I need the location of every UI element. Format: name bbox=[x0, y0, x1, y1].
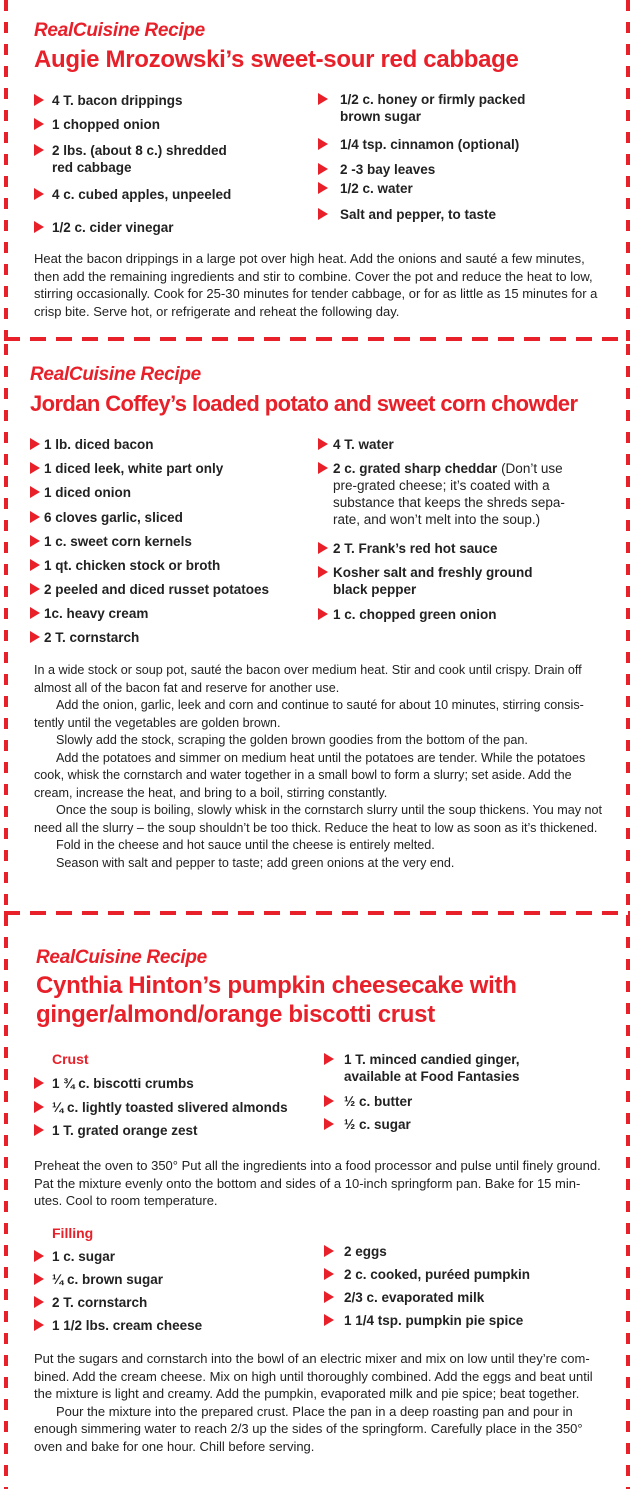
ingredient: 6 cloves garlic, sliced bbox=[30, 509, 300, 526]
ingredient: 1/4 tsp. cinnamon (optional) bbox=[318, 136, 578, 153]
ingredient: ½ c. sugar bbox=[324, 1116, 574, 1133]
bullet-arrow-icon bbox=[30, 631, 40, 643]
card-border-left bbox=[4, 915, 8, 1489]
bullet-arrow-icon bbox=[30, 511, 40, 523]
bullet-arrow-icon bbox=[318, 542, 328, 554]
bullet-arrow-icon bbox=[318, 566, 328, 578]
ingredient: 1 qt. chicken stock or broth bbox=[30, 557, 300, 574]
bullet-arrow-icon bbox=[318, 462, 328, 474]
ingredient: 1/2 c. cider vinegar bbox=[34, 219, 274, 236]
bullet-arrow-icon bbox=[34, 1101, 44, 1113]
ingredient: ½ c. butter bbox=[324, 1093, 574, 1110]
ingredient: 1c. heavy cream bbox=[30, 605, 300, 622]
recipe-card-chowder bbox=[0, 344, 634, 915]
ingredient: 1 diced leek, white part only bbox=[30, 460, 300, 477]
ingredient: 1 lb. diced bacon bbox=[30, 436, 300, 453]
bullet-arrow-icon bbox=[34, 144, 44, 156]
bullet-arrow-icon bbox=[30, 462, 40, 474]
ingredient: ¼ c. lightly toasted slivered almonds bbox=[34, 1099, 324, 1116]
ingredient: 1 ¾ c. biscotti crumbs bbox=[34, 1075, 314, 1092]
bullet-arrow-icon bbox=[324, 1118, 334, 1130]
bullet-arrow-icon bbox=[30, 438, 40, 450]
bullet-arrow-icon bbox=[318, 93, 328, 105]
bullet-arrow-icon bbox=[324, 1095, 334, 1107]
recipe-card-cheesecake bbox=[0, 915, 634, 1489]
bullet-arrow-icon bbox=[318, 208, 328, 220]
ingredient: 1 c. sugar bbox=[34, 1248, 304, 1265]
ingredient: 2 c. cooked, puréed pumpkin bbox=[324, 1266, 584, 1283]
ingredient-name: 2 c. grated sharp cheddar bbox=[333, 461, 498, 476]
ingredient: 1/2 c. honey or firmly packed brown sugar bbox=[318, 91, 558, 125]
bullet-arrow-icon bbox=[34, 1273, 44, 1285]
bullet-arrow-icon bbox=[30, 486, 40, 498]
bullet-arrow-icon bbox=[324, 1053, 334, 1065]
recipe-title: Cynthia Hinton’s pumpkin cheesecake with ginger/almond/orange biscotti crust bbox=[36, 972, 517, 1028]
card-divider bbox=[4, 337, 630, 341]
bullet-arrow-icon bbox=[34, 1124, 44, 1136]
card-border-right bbox=[626, 344, 630, 915]
card-border-right bbox=[626, 915, 630, 1489]
recipe-card-red-cabbage bbox=[0, 0, 634, 344]
ingredient: Kosher salt and freshly ground black pepper bbox=[318, 564, 558, 598]
ingredient: 1 c. sweet corn kernels bbox=[30, 533, 300, 550]
bullet-arrow-icon bbox=[318, 182, 328, 194]
bullet-arrow-icon bbox=[34, 1077, 44, 1089]
ingredient: 1/2 c. water bbox=[318, 180, 578, 197]
ingredient: 4 T. bacon drippings bbox=[34, 92, 274, 109]
recipe-instructions: In a wide stock or soup pot, sauté the bacon over medium heat. Stir and cook until crispy. Drain off almost all of the bacon fat and reserve for another use. Add the onion, garlic, leek and corn and continue to sauté for about 10 minutes, stirring consis-tently until the vegetables are golden brown. Slowly add the stock, scraping the golden brown goodies from the bottom of the pan. Add the potatoes and simmer on medium heat until the potatoes are tender. While the potatoes cook, whisk the cornstarch and water together in a small bowl to form a slurry; set aside. Add the cream, increase the heat, and bring to a boil, stirring constantly. Once the soup is boiling, slowly whisk in the cornstarch slurry until the soup thickens. You may not need all the slurry – the soup shouldn’t be too thick. Reduce the heat to low as soon as it’s thickened. Fold in the cheese and hot sauce until the cheese is entirely melted. Season with salt and pepper to taste; add green onions at the very end. bbox=[34, 663, 603, 870]
bullet-arrow-icon bbox=[30, 559, 40, 571]
bullet-arrow-icon bbox=[30, 607, 40, 619]
ingredient: 2 peeled and diced russet potatoes bbox=[30, 581, 310, 598]
crust-instructions: Preheat the oven to 350° Put all the ingredients into a food processor and pulse until finely ground. Pat the mixture evenly onto the bottom and sides of a 10-inch springform pan. Bake for 15 min-utes. Cool to room temperature. bbox=[34, 1158, 601, 1208]
ingredient: 2 T. cornstarch bbox=[34, 1294, 304, 1311]
ingredient: 1 c. chopped green onion bbox=[318, 606, 588, 623]
recipe-tag: RealCuisine Recipe bbox=[36, 947, 207, 968]
bullet-arrow-icon bbox=[318, 608, 328, 620]
ingredient: ¼ c. brown sugar bbox=[34, 1271, 304, 1288]
bullet-arrow-icon bbox=[34, 1250, 44, 1262]
bullet-arrow-icon bbox=[34, 188, 44, 200]
ingredient: 2/3 c. evaporated milk bbox=[324, 1289, 584, 1306]
card-border-right bbox=[626, 0, 630, 344]
recipe-tag: RealCuisine Recipe bbox=[30, 364, 201, 385]
ingredient: 2 -3 bay leaves bbox=[318, 161, 578, 178]
ingredient: 1 T. grated orange zest bbox=[34, 1122, 314, 1139]
bullet-arrow-icon bbox=[318, 438, 328, 450]
ingredient: 4 c. cubed apples, unpeeled bbox=[34, 186, 274, 203]
recipe-title: Jordan Coffey’s loaded potato and sweet corn chowder bbox=[30, 391, 578, 416]
bullet-arrow-icon bbox=[324, 1268, 334, 1280]
bullet-arrow-icon bbox=[318, 138, 328, 150]
ingredient: Salt and pepper, to taste bbox=[318, 206, 578, 223]
bullet-arrow-icon bbox=[324, 1291, 334, 1303]
ingredient: 2 eggs bbox=[324, 1243, 584, 1260]
ingredient: 2 T. cornstarch bbox=[30, 629, 300, 646]
bullet-arrow-icon bbox=[34, 94, 44, 106]
recipe-title: Augie Mrozowski’s sweet-sour red cabbage bbox=[34, 46, 519, 73]
bullet-arrow-icon bbox=[30, 583, 40, 595]
ingredient: 1 T. minced candied ginger, available at Food Fantasies bbox=[324, 1051, 574, 1085]
card-border-left bbox=[4, 0, 8, 344]
bullet-arrow-icon bbox=[324, 1245, 334, 1257]
ingredient: 2 T. Frank’s red hot sauce bbox=[318, 540, 588, 557]
bullet-arrow-icon bbox=[34, 118, 44, 130]
ingredient: 1 1/4 tsp. pumpkin pie spice bbox=[324, 1312, 584, 1329]
bullet-arrow-icon bbox=[318, 163, 328, 175]
recipe-instructions: Heat the bacon drippings in a large pot over high heat. Add the onions and sauté a few minutes, then add the remaining ingredients and stir to combine. Cover the pot and reduce the heat to low, stirring occasionally. Cook for 25-30 minutes for tender cabbage, or for as little as 15 minutes for a crisp bite. Serve hot, or refrigerate and reheat the following day. bbox=[34, 251, 598, 319]
bullet-arrow-icon bbox=[30, 535, 40, 547]
bullet-arrow-icon bbox=[34, 1319, 44, 1331]
ingredient: 1 1/2 lbs. cream cheese bbox=[34, 1317, 304, 1334]
recipe-tag: RealCuisine Recipe bbox=[34, 20, 205, 41]
bullet-arrow-icon bbox=[34, 1296, 44, 1308]
card-border-left bbox=[4, 344, 8, 915]
ingredient: 1 chopped onion bbox=[34, 116, 274, 133]
crust-label: Crust bbox=[52, 1051, 89, 1067]
filling-instructions: Put the sugars and cornstarch into the bowl of an electric mixer and mix on low until they’re com-bined. Add the cream cheese. Mix on high until thoroughly combined. Add the eggs and beat until the mixture is light and creamy. Add the pumpkin, evaporated milk and pie spice; beat together. Pour the mixture into the prepared crust. Place the pan in a deep roasting pan and pour in enough simmering water to reach 2/3 up the sides of the springform. Carefully place in the 350° oven and bake for one hour. Chill before serving. bbox=[34, 1351, 593, 1454]
ingredient: 1 diced onion bbox=[30, 484, 300, 501]
filling-label: Filling bbox=[52, 1225, 94, 1241]
ingredient: 4 T. water bbox=[318, 436, 588, 453]
bullet-arrow-icon bbox=[324, 1314, 334, 1326]
ingredient: 2 lbs. (about 8 c.) shredded red cabbage bbox=[34, 142, 234, 176]
ingredient-note: (Don’t use pre-grated cheese; it’s coated with a substance that keeps the shreds sepa-rate, and won’t melt into the soup.) bbox=[333, 461, 565, 527]
ingredient bbox=[318, 460, 588, 528]
bullet-arrow-icon bbox=[34, 221, 44, 233]
